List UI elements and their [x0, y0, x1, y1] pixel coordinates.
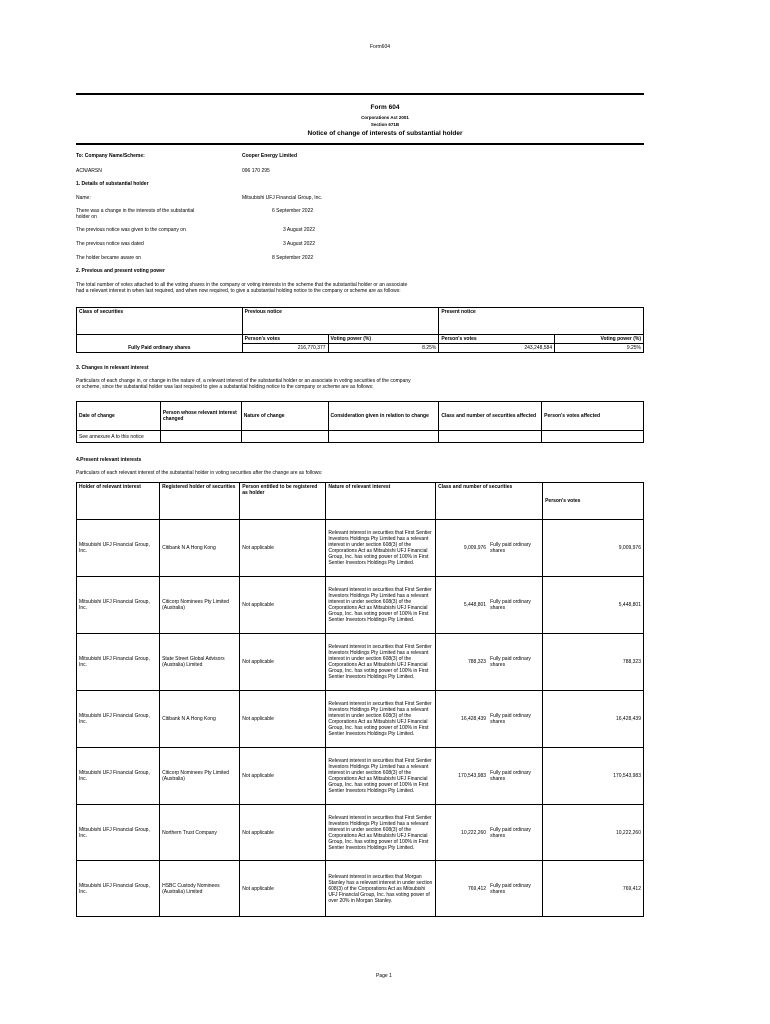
holder-cell: Mitsubishi UFJ Financial Group, Inc. — [77, 520, 160, 577]
holder-name-value: Mitsubishi UFJ Financial Group, Inc. — [242, 195, 323, 201]
nature-cell: Relevant interest in securities that First Sentier Investors Holdings Pty Limited has a relevant interest in under section 608(3) of the Corporations Act as Mitsubishi UFJ Financial Group, Inc. has voting power of 100% in First Sentier Investors Holdings Pty Limited. — [326, 748, 436, 805]
notice-title: Notice of change of interests of substantial holder — [307, 130, 463, 137]
class-value: Fully Paid ordinary shares — [77, 335, 243, 353]
change-date-label: There was a change in the interests of the substantial holder on — [76, 208, 195, 220]
aware-label: The holder became aware on — [76, 255, 142, 261]
form-title: Form 604 — [370, 104, 400, 111]
col-class: Class of securities — [77, 308, 243, 335]
title-rule — [76, 143, 644, 145]
col-person: Person whose relevant interest changed — [160, 402, 241, 431]
col-votes-affected: Person's votes affected — [542, 402, 644, 431]
securities-number: 170,543,983 — [458, 773, 487, 779]
nature-cell: Relevant interest in securities that First Sentier Investors Holdings Pty Limited has a relevant interest in under section 608(3) of the Corporations Act as Mitsubishi UFJ Financial Group, Inc. has voting power of 100% in First Sentier Investors Holdings Pty Limited. — [326, 520, 436, 577]
s1-heading: 1. Details of substantial holder — [76, 181, 149, 187]
securities-number: 10,222,260 — [461, 829, 487, 836]
holder-cell: Mitsubishi UFJ Financial Group, Inc. — [77, 691, 160, 748]
securities-number: 16,428,439 — [461, 716, 487, 722]
prev-given-value: 3 August 2022 — [283, 227, 315, 233]
change-date-value: 6 September 2022 — [272, 208, 314, 214]
nature-cell: Relevant interest in securities that First Sentier Investors Holdings Pty Limited has a relevant interest in under section 608(3) of the Corporations Act as Mitsubishi UFJ Financial Group, Inc. has voting power of 100% in First Sentier Investors Holdings Pty Limited. — [326, 577, 436, 634]
registered-holder-cell: Citibank N A Hong Kong — [160, 520, 240, 577]
pres-votes: 243,248,584 — [439, 344, 555, 353]
table-row — [77, 634, 644, 691]
prev-given-label: The previous notice was given to the company on — [76, 227, 186, 233]
persons-votes-cell: 5,448,801 — [543, 577, 644, 634]
col-class-number-securities: Class and number of securities — [436, 483, 543, 520]
s4-intro: Particulars of each relevant interest of the substantial holder in voting securities after the change are as follows: — [76, 470, 323, 476]
nature-cell: Relevant interest in securities that First Sentier Investors Holdings Pty Limited has a relevant interest in under section 608(3) of the Corporations Act as Mitsubishi UFJ Financial Group, Inc. has voting power of 100% in First Sentier Investors Holdings Pty Limited. — [326, 634, 436, 691]
table-row — [77, 748, 644, 805]
sub-votes-present: Person's votes — [439, 335, 555, 344]
class-number-cell — [436, 748, 543, 805]
voting-power-table — [76, 307, 644, 353]
table-row — [77, 861, 644, 917]
registered-holder-cell: HSBC Custody Nominees (Australia) Limited — [160, 861, 240, 917]
form-act: Corporations Act 2001 — [361, 115, 409, 120]
sub-votes-prev: Person's votes — [242, 335, 328, 344]
sub-power-present: Voting power (%) — [555, 335, 644, 344]
col-date: Date of change — [77, 402, 161, 431]
holder-cell: Mitsubishi UFJ Financial Group, Inc. — [77, 577, 160, 634]
col-previous: Previous notice — [242, 308, 439, 335]
registered-holder-cell: Citicorp Nominees Pty Limited (Australia) — [160, 748, 240, 805]
persons-votes-cell: 9,009,976 — [543, 520, 644, 577]
securities-number: 788,323 — [468, 659, 487, 665]
securities-class: Fully paid ordinary shares — [490, 599, 531, 611]
holder-cell: Mitsubishi UFJ Financial Group, Inc. — [77, 861, 160, 917]
form-section: Section 671B — [370, 122, 400, 127]
col-entitled: Person entitled to be registered as holder — [240, 483, 326, 520]
prev-dated-label: The previous notice was dated — [76, 241, 144, 247]
class-number-cell — [436, 805, 543, 861]
col-present: Present notice — [439, 308, 644, 335]
registered-holder-cell: Northern Trust Company — [160, 805, 240, 861]
holder-cell: Mitsubishi UFJ Financial Group, Inc. — [77, 805, 160, 861]
col-nature: Nature of change — [241, 402, 328, 431]
acn-label: ACN/ARSN — [76, 168, 102, 174]
securities-number: 9,009,976 — [463, 545, 487, 551]
holder-cell: Mitsubishi UFJ Financial Group, Inc. — [77, 634, 160, 691]
securities-class: Fully paid ordinary shares — [490, 882, 531, 895]
registered-holder-cell: State Street Global Advisors (Australia) Limited — [160, 634, 240, 691]
holder-cell: Mitsubishi UFJ Financial Group, Inc. — [77, 748, 160, 805]
table-row — [77, 520, 644, 577]
table-row — [77, 691, 644, 748]
col-nature-interest: Nature of relevant interest — [326, 483, 436, 520]
class-number-cell — [436, 691, 543, 748]
s4-heading: 4.Present relevant interests — [76, 457, 142, 463]
registered-holder-cell: Citicorp Nominees Pty Limited (Australia) — [160, 577, 240, 634]
class-number-cell — [436, 577, 543, 634]
securities-number: 769,412 — [468, 885, 487, 892]
entitled-cell: Not applicable — [240, 634, 326, 691]
persons-votes-cell: 10,222,260 — [543, 805, 644, 861]
col-class-number: Class and number of securities affected — [439, 402, 542, 431]
holder-name-label: Name: — [76, 195, 91, 201]
securities-class: Fully paid ordinary shares — [490, 542, 531, 554]
s2-intro: The total number of votes attached to all the voting shares in the company or voting interests in the scheme that the substantial holder or an associate had a relevant interest in when last required, and when now required, to give a substantial holding notice to the company or scheme are as follows: — [76, 282, 408, 294]
entitled-cell: Not applicable — [240, 577, 326, 634]
prev-power: 8.25% — [328, 344, 439, 353]
entitled-cell: Not applicable — [240, 861, 326, 917]
acn-value: 096 170 295 — [242, 168, 270, 174]
nature-cell: Relevant interest in securities that Morgan Stanley has a relevant interest in under section 608(3) of the Corporations Act as Mitsubishi UFJ Financial Group, Inc. has voting power of over 20% in Morgan Stanley. — [326, 861, 436, 917]
col-holder: Holder of relevant interest — [77, 483, 160, 520]
class-number-cell — [436, 634, 543, 691]
col-persons-votes: Person's votes — [543, 483, 644, 520]
entitled-cell: Not applicable — [240, 691, 326, 748]
prev-dated-value: 3 August 2022 — [283, 241, 315, 247]
present-interests-table — [76, 482, 644, 917]
persons-votes-cell: 170,543,983 — [543, 748, 644, 805]
s2-heading: 2. Previous and present voting power — [76, 268, 165, 274]
s3-intro: Particulars of each change in, or change in the nature of, a relevant interest of the substantial holder or an associate in voting securities of the company or scheme, since the substantial holder was last required to give a substantial holding notice to the company or scheme are as follows: — [76, 378, 411, 390]
class-number-cell — [436, 520, 543, 577]
entitled-cell: Not applicable — [240, 805, 326, 861]
securities-class: Fully paid ordinary shares — [490, 826, 531, 839]
class-number-cell — [436, 861, 543, 917]
persons-votes-cell: 16,428,439 — [543, 691, 644, 748]
sub-power-prev: Voting power (%) — [328, 335, 439, 344]
table-row — [77, 805, 644, 861]
changes-table — [76, 401, 644, 443]
page-header-label: Form604 — [370, 44, 391, 50]
col-registered: Registered holder of securities — [160, 483, 240, 520]
pres-power: 9.25% — [555, 344, 644, 353]
to-label: To: Company Name/Scheme: — [76, 153, 145, 159]
table-row — [77, 577, 644, 634]
securities-class: Fully paid ordinary shares — [490, 656, 531, 668]
nature-cell: Relevant interest in securities that First Sentier Investors Holdings Pty Limited has a relevant interest in under section 608(3) of the Corporations Act as Mitsubishi UFJ Financial Group, Inc. has voting power of 100% in First Sentier Investors Holdings Pty Limited. — [326, 691, 436, 748]
page-number: Page 1 — [376, 973, 392, 979]
s3-heading: 3. Changes in relevant interest — [76, 365, 149, 371]
securities-class: Fully paid ordinary shares — [490, 770, 531, 782]
persons-votes-cell: 769,412 — [543, 861, 644, 917]
entitled-cell: Not applicable — [240, 520, 326, 577]
to-value: Cooper Energy Limited — [242, 153, 298, 159]
nature-cell: Relevant interest in securities that First Sentier Investors Holdings Pty Limited has a relevant interest in under section 608(3) of the Corporations Act as Mitsubishi UFJ Financial Group, Inc. has voting power of 100% in First Sentier Investors Holdings Pty Limited. — [326, 805, 436, 861]
annexure-note: See annexure A to this notice — [77, 431, 161, 443]
registered-holder-cell: Citibank N A Hong Kong — [160, 691, 240, 748]
entitled-cell: Not applicable — [240, 748, 326, 805]
col-consideration: Consideration given in relation to change — [328, 402, 439, 431]
securities-number: 5,448,801 — [463, 602, 487, 608]
prev-votes: 216,770,377 — [242, 344, 328, 353]
persons-votes-cell: 788,323 — [543, 634, 644, 691]
aware-value: 8 September 2022 — [272, 255, 314, 261]
top-rule — [76, 93, 644, 95]
securities-class: Fully paid ordinary shares — [490, 713, 531, 725]
